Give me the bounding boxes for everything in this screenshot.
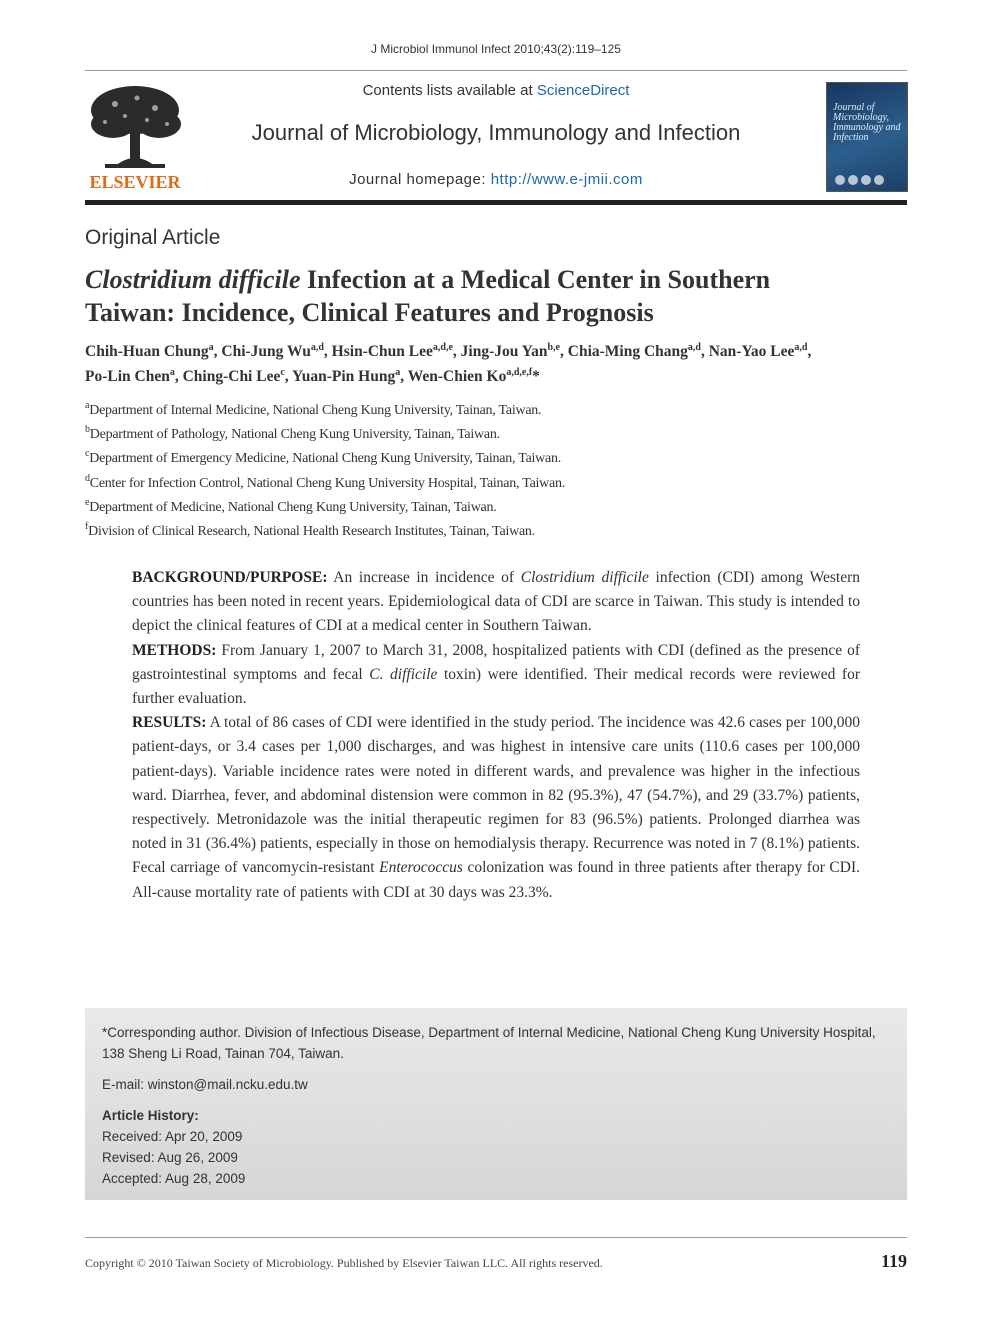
affiliation: $^f$Division of Clinical Research, National Health Research Institutes, Tainan, Taiwan. [85,520,535,539]
author[interactable]: Po-Lin Chen$^a$ [85,367,175,385]
author[interactable]: Chih-Huan Chung$^a$ [85,342,214,360]
author[interactable]: Yuan-Pin Hung$^a$ [291,367,401,385]
cover-title: Journal of Microbiology, Immunology and Infection [833,102,901,143]
author[interactable]: Hsin-Chun Lee$^{a,d,e}$ [331,342,453,360]
elsevier-wordmark: ELSEVIER [89,172,181,192]
cover-society-logos [835,175,884,185]
author[interactable]: Wen-Chien Ko$^{a,d,e,f}$ [407,367,533,385]
journal-cover [826,82,908,192]
author[interactable]: Nan-Yao Lee$^{a,d}$ [708,342,808,360]
affiliation: $^a$Department of Internal Medicine, National Cheng Kung University, Tainan, Taiwan. [85,400,542,418]
background-label: BACKGROUND/PURPOSE: [132,569,328,586]
copyright: Copyright © 2010 Taiwan Society of Microbiology. Published by Elsevier Taiwan LLC. All rights reserved. [85,1256,603,1270]
correspondence-box [85,1008,907,1200]
affiliation-list [85,399,907,544]
revised-date: Revised: Aug 26, 2009 [102,1150,238,1165]
page-number: 119 [880,1251,907,1271]
society-logo-icon [848,175,858,185]
header-top-rule [85,70,907,71]
header-bottom-rule [85,200,907,205]
society-logo-icon [874,175,884,185]
title-line2: Taiwan: Incidence, Clinical Features and Prognosis [85,298,654,327]
abstract-results: RESULTS: A total of 86 cases of CDI were identified in the study period. The incidence was 42.6 cases per 100,000 patient-days, or 3.4 cases per 1,000 discharges, and was highest in intensive care units (110.6 cases per 100,000 patient-days). Variable incidence rates were noted in different wards, and prevalence was higher in the infectious ward. Diarrhea, fever, and abdominal distension were common in 82 (95.3%), 47 (54.7%), and 29 (33.7%) patients, respectively. Metronidazole was the initial therapeutic regimen for 83 (96.5%) patients. Prolonged diarrhea was noted in 31 (36.4%) patients, especially in those on hemodialysis therapy. Recurrence was noted in 7 (8.1%) patients. Fecal carriage of vancomycin-resistant Enterococcus colonization was found in three patients after therapy for CDI. All-cause mortality rate of patients with CDI at 30 days was 23.3%. [132,714,860,901]
author[interactable]: Jing-Jou Yan$^{b,e}$ [460,342,560,360]
article-history-label: Article History: [102,1108,199,1123]
methods-label: METHODS: [132,641,217,659]
society-logo-icon [861,175,871,185]
homepage-link[interactable]: http://www.e-jmii.com [490,171,643,188]
affiliation: $^d$Center for Infection Control, National Cheng Kung University Hospital, Tainan, Taiwan. [85,472,566,491]
title-organism: Clostridium difficile [85,265,301,294]
abstract-methods: METHODS: From January 1, 2007 to March 31, 2008, hospitalized patients with CDI (defined as the presence of gastrointestinal symptoms and fecal C. difficile toxin) were identified. Their medical records were reviewed for further evaluation. [132,641,860,708]
sciencedirect-link[interactable]: ScienceDirect [536,82,630,99]
abstract-background: BACKGROUND/PURPOSE: An increase in incidence of Clostridium difficile infection (CDI) among Western countries has been noted in recent years. Epidemiological data of CDI are scarce in Taiwan. This study is intended to depict the clinical features of CDI at a medical center in Southern Taiwan. [132,569,860,635]
affiliation: $^c$Department of Emergency Medicine, National Cheng Kung University, Tainan, Taiwan. [85,448,562,467]
author[interactable]: Chia-Ming Chang$^{a,d}$ [567,342,701,360]
author[interactable]: Ching-Chi Lee$^c$ [182,367,285,385]
results-label: RESULTS: [132,714,207,732]
author[interactable]: Chi-Jung Wu$^{a,d}$ [221,342,324,360]
abstract [132,566,860,905]
corresponding-author: *Corresponding author. Division of Infectious Disease, Department of Internal Medicine, National Cheng Kung University Hospital, 138 Sheng Li Road, Tainan 704, Taiwan. [102,1025,876,1061]
article-section: Original Article [85,226,221,249]
author-list: Chih-Huan Chung$^a$, Chi-Jung Wu$^{a,d}$, Hsin-Chun Lee$^{a,d,e}$, Jing-Jou Yan$^{b,e}$, Chia-Ming Chang$^{a,d}$, Nan-Yao Lee$^{a,d}$, Po-Lin Chen$^a$, Ching-Chi Lee$^c$, Yuan-Pin Hung$^a$, Wen-Chien Ko$^{a,d,e,f}$* [85,342,812,385]
footer-rule [85,1237,907,1238]
journal-name: Journal of Microbiology, Immunology and Infection [251,120,741,145]
article-title [85,263,907,329]
affiliation: $^b$Department of Pathology, National Cheng Kung University, Tainan, Taiwan. [85,424,500,443]
society-logo-icon [835,175,845,185]
homepage-prefix: Journal homepage: [349,171,491,188]
corresponding-mark: * [532,368,540,385]
title-line1: Infection at a Medical Center in Southern [300,265,771,294]
journal-citation: J Microbiol Immunol Infect 2010;43(2):119–125 [371,42,621,56]
contents-prefix: Contents lists available at [362,82,537,99]
author-email[interactable]: E-mail: winston@mail.ncku.edu.tw [102,1077,308,1092]
received-date: Received: Apr 20, 2009 [102,1129,243,1144]
accepted-date: Accepted: Aug 28, 2009 [102,1171,246,1186]
affiliation: $^e$Department of Medicine, National Cheng Kung University, Tainan, Taiwan. [85,496,497,515]
